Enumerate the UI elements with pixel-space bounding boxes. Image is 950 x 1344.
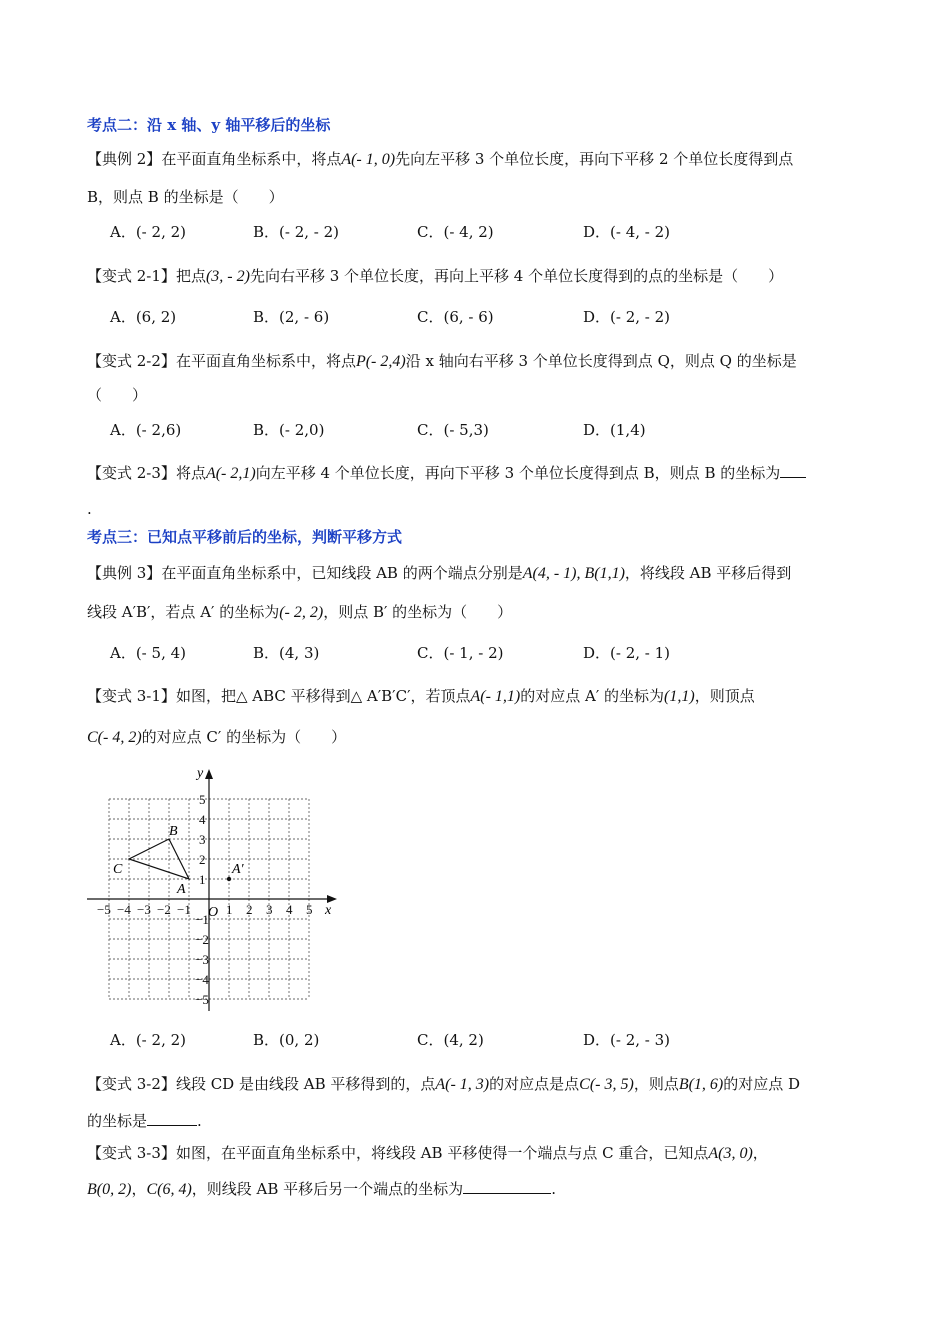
- label-a: A: [177, 882, 186, 897]
- example-3-text-4: ，则点 B′ 的坐标为（ ）: [323, 603, 513, 621]
- section-2-heading: 考点二：沿 x 轴、y 轴平移后的坐标: [87, 116, 331, 134]
- example-2-point: A(- 1, 0): [341, 151, 396, 168]
- y-tick: −5: [195, 992, 209, 1007]
- answer-blank[interactable]: [463, 1179, 551, 1194]
- variant-3-1-options: [110, 1028, 870, 1052]
- variant-3-1-tag: 【变式 3-1】: [87, 687, 176, 705]
- option-c: C．(6, - 6): [417, 308, 494, 326]
- example-3-line-2: [87, 601, 512, 624]
- variant-3-3-text-2: ，: [752, 1144, 768, 1162]
- label-a-prime: A′: [232, 862, 244, 877]
- point-a-prime: [227, 877, 231, 881]
- variant-2-1-tag: 【变式 2-1】: [87, 267, 176, 285]
- option-c: C．(- 4, 2): [417, 223, 494, 241]
- example-3-options: [110, 641, 870, 665]
- option-a: A．(6, 2): [110, 308, 177, 326]
- label-c: C: [113, 862, 123, 877]
- variant-2-2-tag: 【变式 2-2】: [87, 352, 176, 370]
- example-2-line-2: B，则点 B 的坐标是（ ）: [87, 188, 284, 206]
- example-3-text-1: 在平面直角坐标系中，已知线段 AB 的两个端点分别是: [161, 564, 523, 582]
- variant-3-3-line-2: [87, 1178, 556, 1201]
- x-tick: 1: [226, 902, 233, 917]
- option-b: B．(- 2,0): [253, 421, 325, 439]
- variant-3-3-text-1: 如图，在平面直角坐标系中，将线段 AB 平移使得一个端点与点 C 重合，已知点: [175, 1144, 709, 1162]
- variant-3-2-line-1: [87, 1073, 800, 1096]
- variant-3-1-line-1: [87, 685, 755, 708]
- option-b: B．(0, 2): [253, 1031, 320, 1049]
- y-tick: 4: [199, 812, 206, 827]
- option-c: C．(- 5,3): [417, 421, 489, 439]
- x-tick: 3: [266, 902, 273, 917]
- label-b: B: [169, 824, 178, 839]
- option-d: D．(- 2, - 1): [583, 644, 671, 662]
- variant-3-2-period: .: [197, 1112, 202, 1130]
- x-tick: 5: [306, 902, 313, 917]
- example-2-options: [110, 220, 870, 244]
- option-a: A．(- 5, 4): [110, 644, 186, 662]
- variant-2-1-text-2: 先向右平移 3 个单位长度，再向上平移 4 个单位长度得到的点的坐标是（ ）: [249, 267, 784, 285]
- variant-3-3-point-1: A(3, 0): [708, 1145, 753, 1162]
- y-tick: 3: [199, 832, 206, 847]
- option-c: C．(4, 2): [417, 1031, 484, 1049]
- example-3-tag: 【典例 3】: [87, 564, 162, 582]
- option-a: A．(- 2, 2): [110, 1031, 186, 1049]
- variant-3-2-text-2: 的对应点是点: [489, 1075, 580, 1093]
- variant-2-2-line-1: [87, 350, 797, 373]
- variant-3-2-text-1: 线段 CD 是由线段 AB 平移得到的，点: [175, 1075, 436, 1093]
- variant-3-1-text-2: 的对应点 A′ 的坐标为: [520, 687, 665, 705]
- variant-2-3-point: A(- 2,1): [205, 465, 256, 482]
- x-tick: −5: [97, 902, 111, 917]
- variant-2-3-tag: 【变式 2-3】: [87, 464, 176, 482]
- variant-3-2-point-3: B(1, 6): [678, 1076, 724, 1093]
- variant-2-3-text-1: 将点: [175, 464, 206, 482]
- example-2-text-2: 先向左平移 3 个单位长度，再向下平移 2 个单位长度得到点: [395, 150, 794, 168]
- origin-label: O: [208, 905, 219, 920]
- option-b: B．(- 2, - 2): [253, 223, 340, 241]
- variant-3-1-point-1: A(- 1,1): [470, 688, 521, 705]
- x-tick: 2: [246, 902, 253, 917]
- variant-3-1-text-3: ，则顶点: [694, 687, 755, 705]
- option-d: D．(- 2, - 3): [583, 1031, 671, 1049]
- variant-3-1-text-1: 如图，把△ ABC 平移得到△ A′B′C′，若顶点: [175, 687, 471, 705]
- variant-2-2-point: P(- 2,4): [355, 353, 406, 370]
- option-a: A．(- 2,6): [110, 421, 182, 439]
- variant-3-2-line-2: [87, 1110, 202, 1132]
- option-b: B．(4, 3): [253, 644, 320, 662]
- variant-3-3-point-2: B(0, 2): [87, 1181, 132, 1198]
- option-c: C．(- 1, - 2): [417, 644, 504, 662]
- option-d: D．(- 4, - 2): [583, 223, 671, 241]
- option-d: D．(- 2, - 2): [583, 308, 671, 326]
- variant-3-1-text-4: 的对应点 C′ 的坐标为（ ）: [141, 728, 347, 746]
- y-tick: −1: [195, 912, 209, 927]
- variant-3-3-text-4: ，则线段 AB 平移后另一个端点的坐标为: [191, 1180, 464, 1198]
- variant-2-1-text-1: 把点: [175, 267, 206, 285]
- variant-2-1-options: [110, 305, 870, 329]
- variant-3-2-text-4: 的对应点 D: [723, 1075, 801, 1093]
- answer-blank[interactable]: [147, 1111, 197, 1126]
- variant-2-3-text-2: 向左平移 4 个单位长度，再向下平移 3 个单位长度得到点 B，则点 B 的坐标为: [255, 464, 781, 482]
- variant-3-2-point-2: C(- 3, 5): [579, 1076, 634, 1093]
- y-tick: −4: [195, 972, 209, 987]
- variant-3-1-point-3: C(- 4, 2): [87, 729, 142, 746]
- variant-2-1-point: (3, - 2): [205, 268, 250, 285]
- x-tick: −2: [157, 902, 171, 917]
- x-axis-label: x: [325, 903, 332, 918]
- option-b: B．(2, - 6): [253, 308, 330, 326]
- coordinate-figure: [85, 760, 345, 1012]
- y-tick: 2: [199, 852, 206, 867]
- variant-2-2-text-2: 沿 x 轴向右平移 3 个单位长度得到点 Q，则点 Q 的坐标是: [405, 352, 797, 370]
- variant-3-3-tag: 【变式 3-3】: [87, 1144, 176, 1162]
- variant-3-2-text-5: 的坐标是: [87, 1112, 148, 1130]
- variant-2-2-text-1: 在平面直角坐标系中，将点: [175, 352, 356, 370]
- variant-3-3-text-3: ，: [131, 1180, 147, 1198]
- y-tick: −2: [195, 932, 209, 947]
- x-tick: 4: [286, 902, 293, 917]
- variant-3-2-text-3: ，则点: [633, 1075, 679, 1093]
- variant-2-2-line-2: （ ）: [87, 386, 148, 404]
- variant-3-2-tag: 【变式 3-2】: [87, 1075, 176, 1093]
- example-3-points: A(4, - 1), B(1,1): [522, 565, 625, 582]
- variant-2-2-options: [110, 418, 870, 442]
- variant-2-3-line: [87, 462, 806, 485]
- example-2-text-1: 在平面直角坐标系中，将点: [161, 150, 342, 168]
- x-tick: −3: [137, 902, 151, 917]
- section-3-heading: 考点三：已知点平移前后的坐标，判断平移方式: [87, 528, 403, 546]
- example-3-line-1: [87, 562, 791, 585]
- variant-3-3-period: .: [551, 1180, 556, 1198]
- y-axis-label: y: [197, 766, 204, 781]
- example-3-point: (- 2, 2): [279, 604, 324, 621]
- variant-3-1-point-2: (1,1): [664, 688, 695, 705]
- example-2-tag: 【典例 2】: [87, 150, 162, 168]
- variant-2-1-line: [87, 265, 783, 288]
- variant-3-1-line-2: [87, 726, 346, 749]
- answer-blank[interactable]: [780, 463, 806, 478]
- variant-3-2-point-1: A(- 1, 3): [435, 1076, 490, 1093]
- x-tick: −1: [177, 902, 191, 917]
- option-a: A．(- 2, 2): [110, 223, 186, 241]
- variant-3-3-point-3: C(6, 4): [146, 1181, 192, 1198]
- y-tick: −3: [195, 952, 209, 967]
- x-axis-arrow-icon: [327, 895, 337, 903]
- example-3-text-2: ，将线段 AB 平移后得到: [624, 564, 792, 582]
- variant-2-3-period: .: [87, 500, 92, 518]
- y-tick: 5: [199, 792, 206, 807]
- example-2-line-1: [87, 148, 793, 171]
- option-d: D．(1,4): [583, 421, 646, 439]
- x-tick: −4: [117, 902, 131, 917]
- y-axis-arrow-icon: [205, 769, 213, 779]
- example-3-text-3: 线段 A′B′，若点 A′ 的坐标为: [87, 603, 280, 621]
- y-tick: 1: [199, 872, 206, 887]
- variant-3-3-line-1: [87, 1142, 768, 1165]
